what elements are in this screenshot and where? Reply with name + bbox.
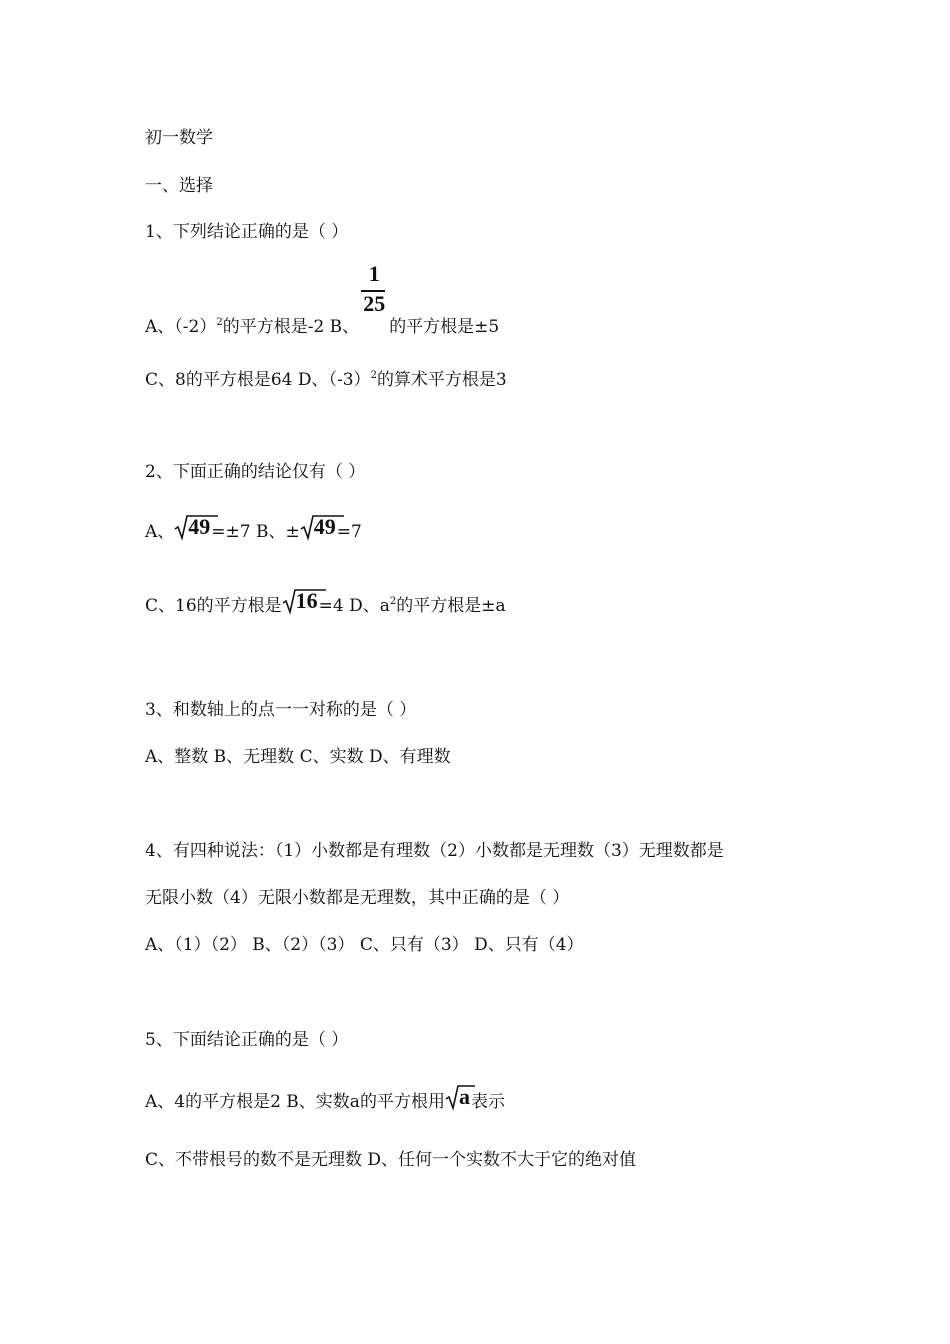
question-4-stem-line1: 4、有四种说法：（1）小数都是有理数（2）小数都是无理数（3）无理数都是 — [145, 841, 724, 861]
fraction-1-25 — [359, 261, 389, 332]
fraction-numerator: 1 — [368, 261, 380, 286]
q2-option-d-start: =4 D、a — [318, 596, 390, 616]
question-3-stem: 3、和数轴上的点一一对称的是（ ） — [145, 700, 417, 720]
question-1-options-ab — [145, 261, 500, 339]
question-1-options-cd — [145, 364, 507, 392]
q1-option-d-end: 的算术平方根是3 — [376, 370, 507, 390]
fraction-denominator: 25 — [363, 291, 386, 316]
doc-title: 初一数学 — [145, 128, 213, 148]
question-5-options-cd: C、不带根号的数不是无理数 D、任何一个实数不大于它的绝对值 — [145, 1150, 637, 1170]
question-1-stem: 1、下列结论正确的是（ ） — [145, 222, 349, 242]
q5-option-b-end: 表示 — [470, 1092, 505, 1112]
question-4-stem-line2: 无限小数（4）无限小数都是无理数，其中正确的是（ ） — [145, 888, 570, 908]
q2-option-b-end: =7 — [336, 522, 362, 542]
question-3-options: A、整数 B、无理数 C、实数 D、有理数 — [145, 747, 451, 767]
question-2-options-cd — [145, 590, 506, 618]
q1-option-a-end: 的平方根是-2 B、 — [222, 317, 360, 337]
q1-option-d-exponent: 2 — [370, 370, 377, 381]
q1-option-a-exponent: 2 — [216, 317, 223, 328]
q1-option-b-end: 的平方根是±5 — [389, 317, 500, 337]
question-2-stem: 2、下面正确的结论仅有（ ） — [145, 462, 366, 482]
q2-option-b-start: =±7 B、± — [211, 522, 300, 542]
question-5-options-ab — [145, 1084, 505, 1114]
sqrt-a-symbol — [445, 1084, 470, 1112]
radicand: a — [458, 1084, 470, 1109]
radicand: 49 — [313, 514, 336, 539]
q2-option-d-exponent: 2 — [389, 596, 397, 607]
sqrt-16-symbol — [282, 588, 318, 616]
question-2-options-ab — [145, 514, 362, 544]
section-heading: 一、选择 — [145, 176, 213, 196]
q2-option-a-start: A、 — [145, 522, 175, 542]
q5-option-a-start: A、4的平方根是2 B、实数a的平方根用 — [145, 1092, 445, 1112]
question-4-options: A、（1）（2） B、（2）（3） C、只有（3） D、只有（4） — [145, 935, 584, 955]
radicand: 16 — [295, 588, 318, 613]
q1-option-a-start: A、（-2） — [145, 317, 217, 337]
radicand: 49 — [188, 514, 211, 539]
q1-option-c-start: C、8的平方根是64 D、（-3） — [145, 370, 371, 390]
sqrt-49-symbol — [174, 514, 211, 542]
q2-option-c-start: C、16的平方根是 — [145, 596, 282, 616]
question-5-stem: 5、下面结论正确的是（ ） — [145, 1030, 349, 1050]
sqrt-49-symbol — [300, 514, 336, 542]
q2-option-d-end: 的平方根是±a — [396, 596, 506, 616]
